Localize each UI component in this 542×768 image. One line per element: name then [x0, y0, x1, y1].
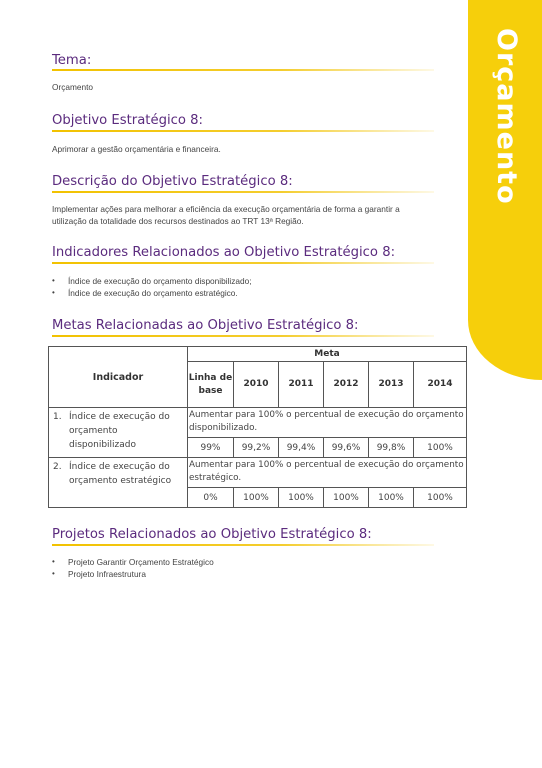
list-item: • Projeto Garantir Orçamento Estratégico	[52, 556, 214, 568]
projetos-heading: Projetos Relacionados ao Objetivo Estratégico 8:	[52, 527, 372, 542]
column-header-2012: 2012	[324, 362, 369, 408]
value-cell: 100%	[414, 438, 467, 458]
indicator-name: Índice de execução do orçamento estratégico	[69, 462, 172, 486]
projetos-list	[52, 556, 214, 580]
tema-rule	[52, 69, 434, 71]
indicator-number: 1.	[53, 412, 62, 422]
value-cell: 99,2%	[234, 438, 279, 458]
descricao-line-2: utilização da totalidade dos recursos destinados ao TRT 13ª Região.	[52, 216, 304, 226]
descricao-rule	[52, 191, 434, 193]
column-header-2014: 2014	[414, 362, 467, 408]
goal-description: Aumentar para 100% o percentual de execução do orçamento estratégico.	[188, 458, 467, 488]
value-cell: 99,4%	[279, 438, 324, 458]
indicadores-list	[52, 275, 252, 299]
indicadores-heading: Indicadores Relacionados ao Objetivo Estratégico 8:	[52, 245, 396, 260]
tema-text: Orçamento	[52, 82, 94, 92]
indicadores-rule	[52, 262, 434, 264]
descricao-heading: Descrição do Objetivo Estratégico 8:	[52, 174, 293, 189]
column-header-2013: 2013	[369, 362, 414, 408]
list-item: • Projeto Infraestrutura	[52, 568, 214, 580]
metas-table	[48, 346, 467, 508]
value-cell: 100%	[324, 488, 369, 508]
indicator-number: 2.	[53, 462, 62, 472]
objetivo-rule	[52, 130, 434, 132]
value-cell: 100%	[279, 488, 324, 508]
value-cell: 99,8%	[369, 438, 414, 458]
projetos-rule	[52, 544, 434, 546]
list-item: • Índice de execução do orçamento estratégico.	[52, 287, 252, 299]
descricao-text	[52, 203, 400, 227]
goal-description: Aumentar para 100% o percentual de execução do orçamento disponibilizado.	[188, 408, 467, 438]
objetivo-text: Aprimorar a gestão orçamentária e financeira.	[52, 144, 221, 154]
column-header-baseline: Linha de base	[188, 362, 234, 408]
value-cell: 100%	[234, 488, 279, 508]
objetivo-heading: Objetivo Estratégico 8:	[52, 113, 203, 128]
side-title: Orçamento	[491, 28, 522, 205]
meta-header: Meta	[188, 347, 467, 362]
value-cell: 100%	[369, 488, 414, 508]
indicator-cell	[49, 408, 188, 458]
column-header-2011: 2011	[279, 362, 324, 408]
value-cell: 0%	[188, 488, 234, 508]
column-header-2010: 2010	[234, 362, 279, 408]
tema-heading: Tema:	[52, 53, 92, 68]
indicador-header: Indicador	[49, 347, 188, 408]
indicator-cell	[49, 458, 188, 508]
value-cell: 100%	[414, 488, 467, 508]
indicator-name: Índice de execução do orçamento disponibilizado	[69, 412, 170, 450]
metas-heading: Metas Relacionadas ao Objetivo Estratégico 8:	[52, 318, 359, 333]
value-cell: 99%	[188, 438, 234, 458]
list-item: • Índice de execução do orçamento disponibilizado;	[52, 275, 252, 287]
value-cell: 99,6%	[324, 438, 369, 458]
metas-rule	[52, 335, 434, 337]
descricao-line-1: Implementar ações para melhorar a eficiência da execução orçamentária de forma a garantir a	[52, 204, 400, 214]
